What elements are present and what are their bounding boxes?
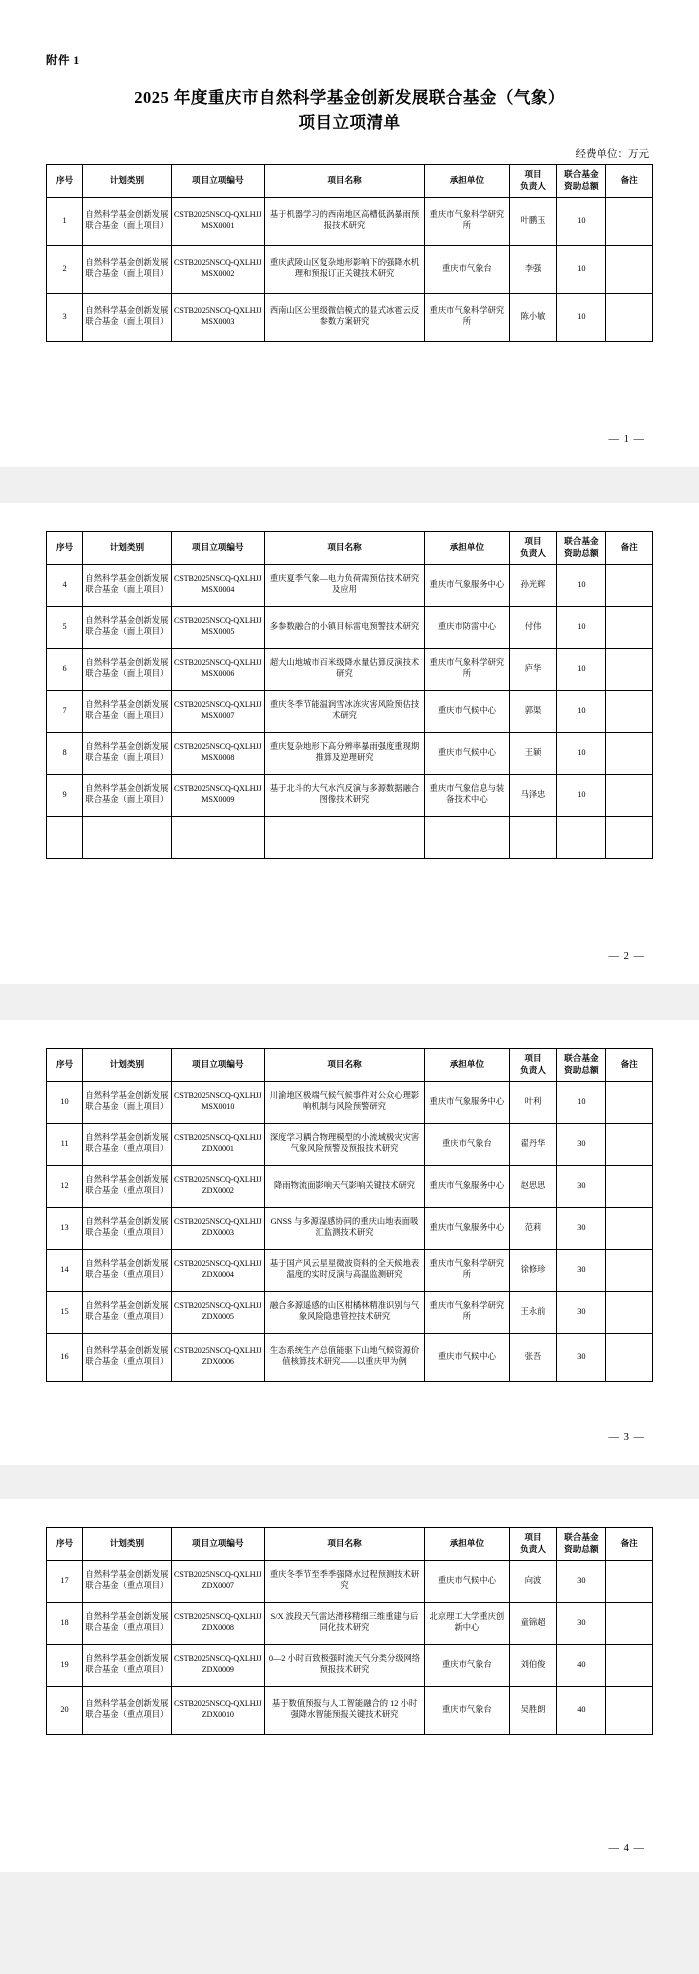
table-header-row [47,1527,653,1560]
cell-amount: 30 [557,1207,606,1249]
cell-org: 重庆市气象科学研究所 [425,293,509,341]
col-header-name: 项目名称 [264,1048,424,1081]
cell-name: 重庆武陵山区复杂地形影响下的强降水机理和预报订正关键技术研究 [264,245,424,293]
table-row [47,197,653,245]
table-row [47,1644,653,1686]
cell-remark [606,245,653,293]
cell-org: 北京理工大学重庆创新中心 [425,1602,509,1644]
col-header-org: 承担单位 [425,1527,509,1560]
cell-remark [606,1644,653,1686]
cell-code: CSTB2025NSCQ-QXLHJJMSX0004 [171,564,264,606]
cell-amount: 10 [557,245,606,293]
cell-amount: 30 [557,1291,606,1333]
cell-org: 重庆市气候中心 [425,1333,509,1381]
cell-amount: 10 [557,774,606,816]
cell-person: 孙光辉 [509,564,557,606]
cell-name: 重庆冬季节至季季强降水过程预测技术研究 [264,1560,424,1602]
cell-remark [606,1081,653,1123]
attachment-label: 附件 1 [46,55,80,67]
cell-code: CSTB2025NSCQ-QXLHJJMSX0003 [171,293,264,341]
cell-remark [606,1602,653,1644]
table-header-row [47,531,653,564]
cell-amount: 10 [557,648,606,690]
cell-person: 徐修珍 [509,1249,557,1291]
cell-code: CSTB2025NSCQ-QXLHJJZDX0007 [171,1560,264,1602]
cell-person: 吴胜朗 [509,1686,557,1734]
col-header-plan-type: 计划类别 [83,1048,172,1081]
cell-amount: 10 [557,293,606,341]
cell-remark [606,816,653,858]
col-header-no: 序号 [47,1048,83,1081]
cell-name: 深度学习耦合物理模型的小流域极灾灾害气象风险预警及预报技术研究 [264,1123,424,1165]
cell-plan-type [83,816,172,858]
table-row [47,816,653,858]
cell-no: 7 [47,690,83,732]
cell-plan-type: 自然科学基金创新发展联合基金（面上项目） [83,245,172,293]
cell-amount: 30 [557,1333,606,1381]
col-header-person: 项目 负责人 [509,1048,557,1081]
cell-org [425,816,509,858]
table-row [47,245,653,293]
cell-name: S/X 波段天气雷达滑移精细三维重建与后同化技术研究 [264,1602,424,1644]
cell-person: 叶利 [509,1081,557,1123]
cell-plan-type: 自然科学基金创新发展联合基金（重点项目） [83,1686,172,1734]
col-header-plan-type: 计划类别 [83,531,172,564]
cell-person: 向波 [509,1560,557,1602]
table-row [47,774,653,816]
cell-remark [606,1123,653,1165]
cell-no: 2 [47,245,83,293]
cell-amount: 10 [557,690,606,732]
cell-code: CSTB2025NSCQ-QXLHJJMSX0008 [171,732,264,774]
table-row [47,1081,653,1123]
cell-no: 6 [47,648,83,690]
cell-name: 重庆夏季气象—电力负荷需预估技术研究及应用 [264,564,424,606]
cell-person: 翟丹华 [509,1123,557,1165]
cell-amount: 40 [557,1644,606,1686]
cell-code: CSTB2025NSCQ-QXLHJJZDX0005 [171,1291,264,1333]
cell-plan-type: 自然科学基金创新发展联合基金（面上项目） [83,1081,172,1123]
cell-no: 1 [47,197,83,245]
cell-person: 郭渠 [509,690,557,732]
cell-amount: 30 [557,1560,606,1602]
cell-remark [606,732,653,774]
col-header-name: 项目名称 [264,531,424,564]
page-number: — 2 — [608,950,645,962]
cell-remark [606,197,653,245]
cell-plan-type: 自然科学基金创新发展联合基金（重点项目） [83,1165,172,1207]
cell-name: 生态系统生产总值能驱下山地气候资源价值核算技术研究——以重庆甲为例 [264,1333,424,1381]
col-header-org: 承担单位 [425,1048,509,1081]
cell-plan-type: 自然科学基金创新发展联合基金（面上项目） [83,732,172,774]
cell-amount: 10 [557,1081,606,1123]
document-page-4 [0,1499,699,1872]
cell-no: 11 [47,1123,83,1165]
col-header-code: 项目立项编号 [171,1527,264,1560]
cell-remark [606,648,653,690]
cell-org: 重庆市气象服务中心 [425,1165,509,1207]
cell-person: 王颖 [509,732,557,774]
cell-name: 基于机器学习的西南地区高槽低涡暴雨预报技术研究 [264,197,424,245]
cell-no: 18 [47,1602,83,1644]
table-header-row [47,1048,653,1081]
col-header-org: 承担单位 [425,531,509,564]
col-header-amount: 联合基金 资助总额 [557,1048,606,1081]
col-header-person: 项目 负责人 [509,164,557,197]
col-header-person: 项目 负责人 [509,531,557,564]
cell-person: 陈小敏 [509,293,557,341]
cell-no: 4 [47,564,83,606]
cell-remark [606,1165,653,1207]
col-header-person: 项目 负责人 [509,1527,557,1560]
cell-person: 庐华 [509,648,557,690]
page-title [46,86,653,136]
cell-name: 降雨物流面影响天气影响关键技术研究 [264,1165,424,1207]
cell-remark [606,564,653,606]
cell-name: 重庆复杂地形下高分辨率暴雨强度重现期推算及逆理研究 [264,732,424,774]
cell-name: 基于国产风云星星微波资料的全天候地表温度的实时反演与高温监测研究 [264,1249,424,1291]
cell-no: 17 [47,1560,83,1602]
cell-plan-type: 自然科学基金创新发展联合基金（面上项目） [83,564,172,606]
cell-plan-type: 自然科学基金创新发展联合基金（重点项目） [83,1333,172,1381]
page-title-line2: 项目立项清单 [298,112,401,132]
cell-remark [606,1333,653,1381]
col-header-remark: 备注 [606,1048,653,1081]
cell-amount: 10 [557,732,606,774]
table-row [47,1165,653,1207]
cell-amount: 10 [557,564,606,606]
table-header-row [47,164,653,197]
cell-person: 范莉 [509,1207,557,1249]
cell-plan-type: 自然科学基金创新发展联合基金（面上项目） [83,648,172,690]
cell-code: CSTB2025NSCQ-QXLHJJZDX0003 [171,1207,264,1249]
cell-name: 融合多源遥感的山区柑橘林精准识别与气象风险隐患管控技术研究 [264,1291,424,1333]
cell-person: 马泽忠 [509,774,557,816]
col-header-name: 项目名称 [264,164,424,197]
cell-amount [557,816,606,858]
col-header-name: 项目名称 [264,1527,424,1560]
cell-no: 3 [47,293,83,341]
cell-code: CSTB2025NSCQ-QXLHJJZDX0008 [171,1602,264,1644]
cell-code [171,816,264,858]
cell-code: CSTB2025NSCQ-QXLHJJZDX0001 [171,1123,264,1165]
cell-name [264,816,424,858]
cell-org: 重庆市防雷中心 [425,606,509,648]
cell-org: 重庆市气象台 [425,1123,509,1165]
table-row [47,690,653,732]
cell-amount: 30 [557,1602,606,1644]
cell-amount: 40 [557,1686,606,1734]
cell-amount: 10 [557,197,606,245]
project-table-page-3 [46,1048,653,1382]
cell-person: 李强 [509,245,557,293]
cell-code: CSTB2025NSCQ-QXLHJJMSX0006 [171,648,264,690]
cell-remark [606,1249,653,1291]
col-header-code: 项目立项编号 [171,531,264,564]
cell-remark [606,293,653,341]
cell-no: 13 [47,1207,83,1249]
cell-no: 5 [47,606,83,648]
cell-name: 多参数融合的小镇目标雷电预警技术研究 [264,606,424,648]
cell-no: 16 [47,1333,83,1381]
cell-org: 重庆市气象台 [425,245,509,293]
cell-person: 张吾 [509,1333,557,1381]
cell-org: 重庆市气象科学研究所 [425,648,509,690]
table-row [47,648,653,690]
cell-plan-type: 自然科学基金创新发展联合基金（面上项目） [83,690,172,732]
cell-org: 重庆市气候中心 [425,732,509,774]
cell-code: CSTB2025NSCQ-QXLHJJMSX0001 [171,197,264,245]
col-header-amount: 联合基金 资助总额 [557,531,606,564]
cell-no: 9 [47,774,83,816]
cell-amount: 30 [557,1165,606,1207]
cell-name: 基于北斗的大气水汽反演与多源数据融合图像技术研究 [264,774,424,816]
cell-name: 西南山区公里级微信模式的显式冰雹云反参数方案研究 [264,293,424,341]
table-row [47,1249,653,1291]
cell-code: CSTB2025NSCQ-QXLHJJMSX0002 [171,245,264,293]
cell-remark [606,690,653,732]
cell-code: CSTB2025NSCQ-QXLHJJMSX0007 [171,690,264,732]
cell-org: 重庆市气象服务中心 [425,564,509,606]
cell-org: 重庆市气象科学研究所 [425,197,509,245]
project-table-page-2 [46,531,653,859]
cell-no: 15 [47,1291,83,1333]
cell-code: CSTB2025NSCQ-QXLHJJZDX0004 [171,1249,264,1291]
cell-code: CSTB2025NSCQ-QXLHJJMSX0005 [171,606,264,648]
cell-org: 重庆市气象台 [425,1644,509,1686]
cell-plan-type: 自然科学基金创新发展联合基金（面上项目） [83,293,172,341]
cell-person: 赵思思 [509,1165,557,1207]
table-row [47,606,653,648]
document-page-3 [0,1020,699,1465]
col-header-plan-type: 计划类别 [83,164,172,197]
cell-remark [606,1291,653,1333]
cell-org: 重庆市气象台 [425,1686,509,1734]
cell-no: 19 [47,1644,83,1686]
col-header-amount: 联合基金 资助总额 [557,164,606,197]
table-row [47,1333,653,1381]
cell-remark [606,1560,653,1602]
cell-person [509,816,557,858]
cell-remark [606,1207,653,1249]
page-number: — 1 — [608,433,645,445]
col-header-no: 序号 [47,164,83,197]
cell-no: 10 [47,1081,83,1123]
project-table-page-1 [46,164,653,342]
cell-remark [606,774,653,816]
cell-code: CSTB2025NSCQ-QXLHJJZDX0010 [171,1686,264,1734]
cell-person: 叶鹏玉 [509,197,557,245]
col-header-remark: 备注 [606,164,653,197]
cell-no [47,816,83,858]
cell-plan-type: 自然科学基金创新发展联合基金（面上项目） [83,197,172,245]
cell-no: 12 [47,1165,83,1207]
table-row [47,293,653,341]
table-row [47,1123,653,1165]
cell-plan-type: 自然科学基金创新发展联合基金（重点项目） [83,1123,172,1165]
cell-code: CSTB2025NSCQ-QXLHJJZDX0002 [171,1165,264,1207]
cell-org: 重庆市气象服务中心 [425,1081,509,1123]
table-row [47,1291,653,1333]
col-header-remark: 备注 [606,531,653,564]
cell-plan-type: 自然科学基金创新发展联合基金（重点项目） [83,1644,172,1686]
cell-plan-type: 自然科学基金创新发展联合基金（重点项目） [83,1291,172,1333]
cell-code: CSTB2025NSCQ-QXLHJJZDX0009 [171,1644,264,1686]
page-title-line1: 2025 年度重庆市自然科学基金创新发展联合基金（气象） [134,88,565,107]
cell-org: 重庆市气象科学研究所 [425,1249,509,1291]
cell-name: 川渝地区极端气候气候事件对公众心理影响机制与风险预警研究 [264,1081,424,1123]
cell-code: CSTB2025NSCQ-QXLHJJZDX0006 [171,1333,264,1381]
col-header-no: 序号 [47,1527,83,1560]
cell-org: 重庆市气候中心 [425,1560,509,1602]
cell-name: 超大山地城市百米级降水量估算反演技术研究 [264,648,424,690]
cell-amount: 30 [557,1123,606,1165]
col-header-remark: 备注 [606,1527,653,1560]
cell-code: CSTB2025NSCQ-QXLHJJMSX0009 [171,774,264,816]
cell-plan-type: 自然科学基金创新发展联合基金（重点项目） [83,1560,172,1602]
cell-org: 重庆市气候中心 [425,690,509,732]
cell-name: 重庆冬季节能温润雪冰冻灾害风险预估技术研究 [264,690,424,732]
cell-name: 0—2 小时百致极强时流天气分类分级网络预报技术研究 [264,1644,424,1686]
page-number: — 4 — [608,1842,645,1854]
cell-org: 重庆市气象信息与装备技术中心 [425,774,509,816]
col-header-amount: 联合基金 资助总额 [557,1527,606,1560]
cell-person: 刘伯俊 [509,1644,557,1686]
cell-no: 8 [47,732,83,774]
cell-amount: 30 [557,1249,606,1291]
col-header-no: 序号 [47,531,83,564]
col-header-code: 项目立项编号 [171,164,264,197]
cell-org: 重庆市气象服务中心 [425,1207,509,1249]
col-header-plan-type: 计划类别 [83,1527,172,1560]
document-page-1 [0,0,699,467]
cell-plan-type: 自然科学基金创新发展联合基金（重点项目） [83,1602,172,1644]
cell-remark [606,1686,653,1734]
table-row [47,1686,653,1734]
cell-amount: 10 [557,606,606,648]
cell-plan-type: 自然科学基金创新发展联合基金（重点项目） [83,1249,172,1291]
cell-person: 付伟 [509,606,557,648]
cell-person: 童锦超 [509,1602,557,1644]
cell-no: 20 [47,1686,83,1734]
cell-code: CSTB2025NSCQ-QXLHJJMSX0010 [171,1081,264,1123]
cell-plan-type: 自然科学基金创新发展联合基金（面上项目） [83,606,172,648]
document-page-2 [0,503,699,984]
cell-plan-type: 自然科学基金创新发展联合基金（面上项目） [83,774,172,816]
unit-note: 经费单位：万元 [575,148,649,160]
table-row [47,1560,653,1602]
cell-no: 14 [47,1249,83,1291]
cell-plan-type: 自然科学基金创新发展联合基金（重点项目） [83,1207,172,1249]
cell-org: 重庆市气象科学研究所 [425,1291,509,1333]
col-header-code: 项目立项编号 [171,1048,264,1081]
cell-name: GNSS 与多源湿感协同的重庆山地表面吸汇监测技术研究 [264,1207,424,1249]
col-header-org: 承担单位 [425,164,509,197]
page-number: — 3 — [608,1431,645,1443]
table-row [47,564,653,606]
cell-name: 基于数值预报与人工智能融合的 12 小时强降水智能预报关键技术研究 [264,1686,424,1734]
cell-remark [606,606,653,648]
project-table-page-4 [46,1527,653,1735]
table-row [47,1207,653,1249]
table-row [47,732,653,774]
table-row [47,1602,653,1644]
cell-person: 王永前 [509,1291,557,1333]
